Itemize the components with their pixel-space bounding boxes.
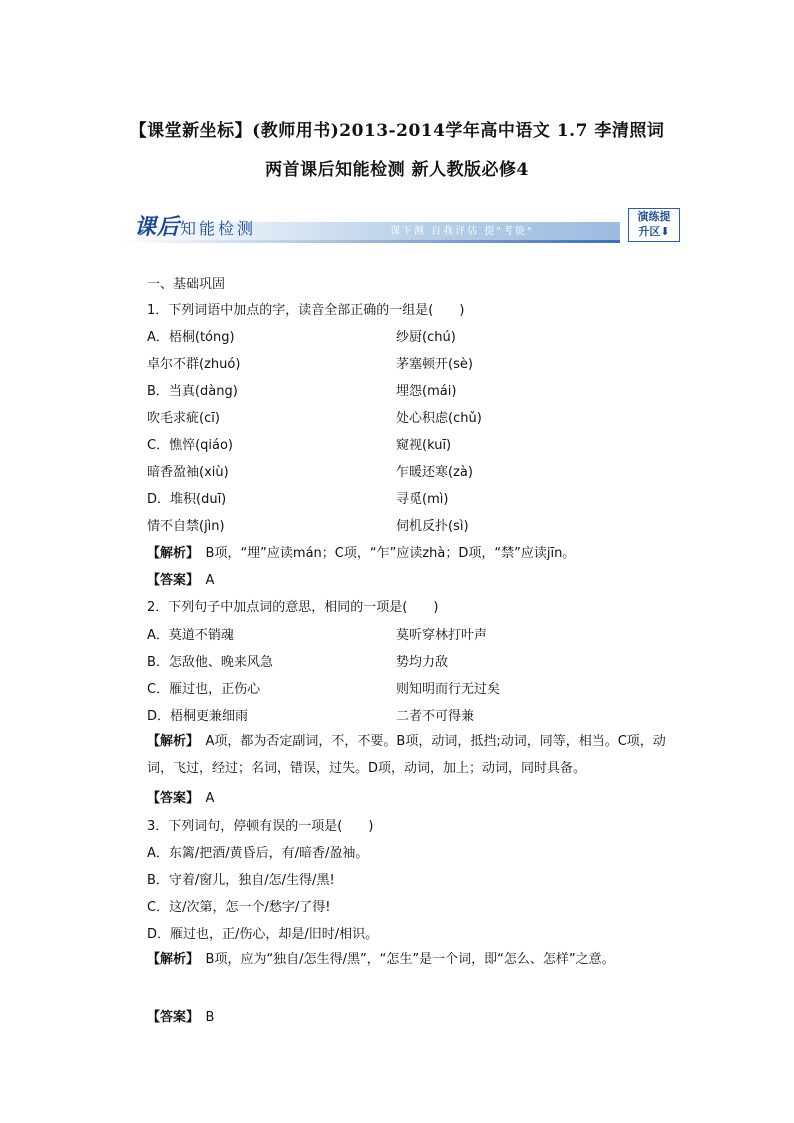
question-2-stem: 2．下列句子中加点词的意思，相同的一项是( ) [147, 600, 439, 615]
q2-option-left: A．莫道不销魂 [147, 628, 234, 643]
q3-answer [147, 1006, 214, 1025]
q2-option-left: B．怎敌他、晚来风急 [147, 655, 273, 670]
q1-option-right: 寻觅(mì) [396, 492, 449, 507]
banner-heading-rest: 知能检测 [180, 219, 257, 238]
banner-heading-big: 课后 [134, 214, 181, 240]
analysis-text: B项，“埋”应读mán；C项，“乍”应读zhà；D项，“禁”应读jīn。 [205, 546, 576, 561]
q1-option-right: 乍暖还寒(zà) [396, 465, 473, 480]
answer-label: 【答案】 [147, 573, 193, 588]
q1-option-left: B．当真(dàng) [147, 384, 238, 399]
q2-option-right: 二者不可得兼 [396, 709, 475, 724]
analysis-text: B项，应为“独自/怎生得/黑”，“怎生”是一个词，即“怎么、怎样”之意。 [205, 952, 615, 967]
q1-option-left: 吹毛求疵(cī) [147, 411, 220, 426]
answer-text: B [205, 1010, 215, 1025]
q1-option-left: 卓尔不群(zhuó) [147, 357, 241, 372]
analysis-label: 【解析】 [147, 734, 193, 749]
q3-option: B．守着/窗儿，独自/怎/生得/黑! [147, 873, 335, 888]
q1-option-right: 埋怨(mái) [396, 384, 457, 399]
q2-analysis [147, 728, 675, 782]
banner-heading [134, 210, 256, 241]
document-title-line-1: 【课堂新坐标】(教师用书)2013-2014学年高中语文 1.7 李清照词 [129, 121, 665, 141]
q1-option-left: D．堆积(duī) [147, 492, 227, 507]
q3-analysis [147, 946, 675, 973]
banner-subtitle: 课下测 自我评估 提"考能" [390, 226, 534, 237]
q1-option-right: 处心积虑(chǔ) [396, 411, 482, 426]
q1-option-left: C．憔悴(qiáo) [147, 438, 234, 453]
q3-option: C．这/次第，怎一个/愁字/了得! [147, 900, 331, 915]
q1-option-left: 暗香盈袖(xiù) [147, 465, 229, 480]
section-heading: 一、基础巩固 [147, 277, 226, 292]
practice-area-badge [628, 208, 680, 242]
q1-option-right: 茅塞顿开(sè) [396, 357, 473, 372]
q2-option-right: 莫听穿林打叶声 [396, 628, 488, 643]
answer-text: A [205, 573, 215, 588]
q1-answer [147, 569, 214, 588]
analysis-text: A项，都为否定副词，不，不要。B项，动词，抵挡;动词，同等，相当。C项，动词，飞过，经过；名词，错误，过失。D项，动词，加上；动词，同时具备。 [147, 734, 666, 776]
question-3-stem: 3．下列词句，停顿有误的一项是( ) [147, 819, 374, 834]
q3-option: A．东篱/把酒/黄昏后，有/暗香/盈袖。 [147, 846, 369, 861]
q1-option-right: 窥视(kuī) [396, 438, 452, 453]
q2-option-left: C．雁过也，正伤心 [147, 682, 261, 697]
answer-text: A [205, 791, 215, 806]
q2-answer [147, 787, 214, 806]
badge-line-1: 演练提 [637, 210, 671, 223]
q2-option-right: 则知明而行无过矣 [396, 682, 501, 697]
answer-label: 【答案】 [147, 1010, 193, 1025]
answer-label: 【答案】 [147, 791, 193, 806]
section-banner [120, 208, 680, 242]
q2-option-right: 势均力敌 [396, 655, 449, 670]
analysis-label: 【解析】 [147, 546, 193, 561]
document-title-line-2: 两首课后知能检测 新人教版必修4 [265, 160, 529, 180]
q1-option-left: 情不自禁(jìn) [147, 519, 225, 534]
q1-analysis [147, 542, 575, 561]
q3-option: D．雁过也，正/伤心，却是/旧时/相识。 [147, 927, 379, 942]
q1-option-right: 伺机反扑(sì) [396, 519, 469, 534]
question-1-stem: 1．下列词语中加点的字，读音全部正确的一组是( ) [147, 303, 465, 318]
q2-option-left: D．梧桐更兼细雨 [147, 709, 249, 724]
q1-option-right: 纱厨(chú) [396, 330, 456, 345]
q1-option-left: A．梧桐(tóng) [147, 330, 235, 345]
analysis-label: 【解析】 [147, 952, 193, 967]
badge-line-2: 升区⬇ [638, 225, 670, 238]
